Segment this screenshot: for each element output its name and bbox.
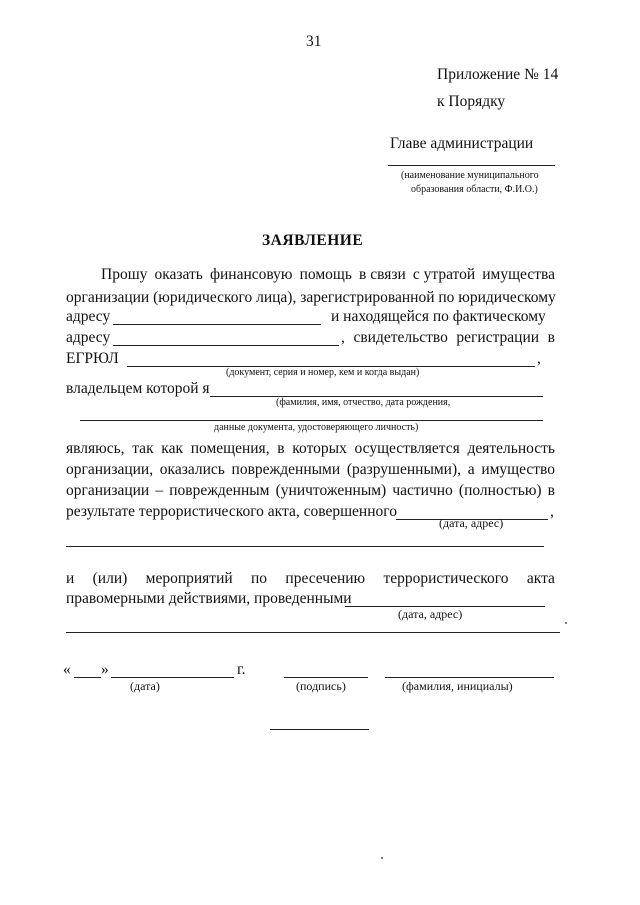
word: имущества — [482, 266, 555, 283]
registration-intro: , свидетельство регистрации в — [341, 329, 555, 346]
paragraph-1-line-1 — [101, 266, 555, 284]
word: в связи — [359, 266, 406, 283]
owner-id-hint: данные документа, удостоверяющего личность) — [214, 422, 419, 433]
word: мероприятий — [145, 570, 233, 587]
measures-extra-line[interactable] — [66, 632, 560, 633]
name-label: (фамилия, инициалы) — [402, 679, 513, 693]
owner-name-hint: (фамилия, имя, отчество, дата рождения, — [276, 397, 451, 408]
egrul-comma: , — [537, 350, 541, 367]
document-title: ЗАЯВЛЕНИЕ — [262, 232, 364, 249]
name-field[interactable] — [385, 677, 554, 678]
closing-rule — [270, 729, 369, 730]
word: помощь — [299, 266, 352, 283]
legal-address-label: адресу — [66, 308, 111, 325]
actual-address-label: адресу — [66, 329, 111, 346]
appendix-reference: к Порядку — [437, 93, 506, 110]
legal-address-field[interactable] — [113, 324, 321, 325]
addressee-hint-1: (наименование муниципального — [401, 170, 539, 181]
date-quote-close: » — [101, 661, 109, 678]
owner-label: владельцем которой я — [66, 380, 210, 397]
addressee-hint-2: образования области, Ф.И.О.) — [411, 184, 538, 195]
date-label: (дата) — [130, 679, 160, 693]
addressee-line[interactable] — [388, 165, 555, 166]
word: (или) — [92, 570, 128, 587]
scan-speck — [565, 622, 567, 624]
paragraph-2-line-3: организации – поврежденным (уничтоженным) частично (полностью) в — [66, 482, 555, 499]
measures-date-address-hint: (дата, адрес) — [398, 607, 463, 621]
word: по — [251, 570, 268, 587]
paragraph-2-line-1: являюсь, так как помещения, в которых осуществляется деятельность — [66, 440, 555, 457]
actual-address-intro: и находящейся по фактическому — [331, 308, 546, 325]
date-day-field[interactable] — [74, 677, 101, 678]
word: с утратой — [412, 266, 476, 283]
paragraph-3-line-2: правомерными действиями, проведенными — [66, 590, 352, 607]
page-number: 31 — [306, 33, 322, 50]
paragraph-2-line-2: организации, оказались поврежденными (разрушенными), а имущество — [66, 461, 555, 478]
actual-address-field[interactable] — [113, 345, 339, 346]
date-month-year-field[interactable] — [111, 677, 234, 678]
word: террористического — [383, 570, 509, 587]
appendix-number: Приложение № 14 — [437, 66, 559, 83]
word: пресечению — [285, 570, 366, 587]
egrul-label: ЕГРЮЛ — [66, 350, 119, 367]
signature-field[interactable] — [284, 677, 368, 678]
act-comma: , — [550, 503, 554, 520]
paragraph-1-line-2: организации (юридического лица), зарегистрированной по юридическому — [66, 289, 556, 306]
word: финансовую — [209, 266, 293, 283]
addressee-label: Главе администрации — [390, 135, 534, 152]
owner-id-field[interactable] — [80, 420, 543, 421]
word: акта — [526, 570, 555, 587]
signature-label: (подпись) — [296, 679, 346, 693]
paragraph-2-line-4: результате террористического акта, совершенного — [66, 503, 397, 520]
act-extra-line[interactable] — [66, 546, 544, 547]
date-year-suffix: г. — [237, 661, 246, 678]
egrul-hint: (документ, серия и номер, кем и когда выдан) — [226, 367, 420, 378]
word: оказать — [154, 266, 203, 283]
date-quote-open: « — [63, 661, 71, 678]
act-date-address-hint: (дата, адрес) — [439, 516, 504, 530]
word: и — [66, 570, 75, 587]
paragraph-3-line-1 — [66, 570, 555, 588]
scan-speck — [381, 857, 383, 859]
word: Прошу — [101, 266, 148, 283]
